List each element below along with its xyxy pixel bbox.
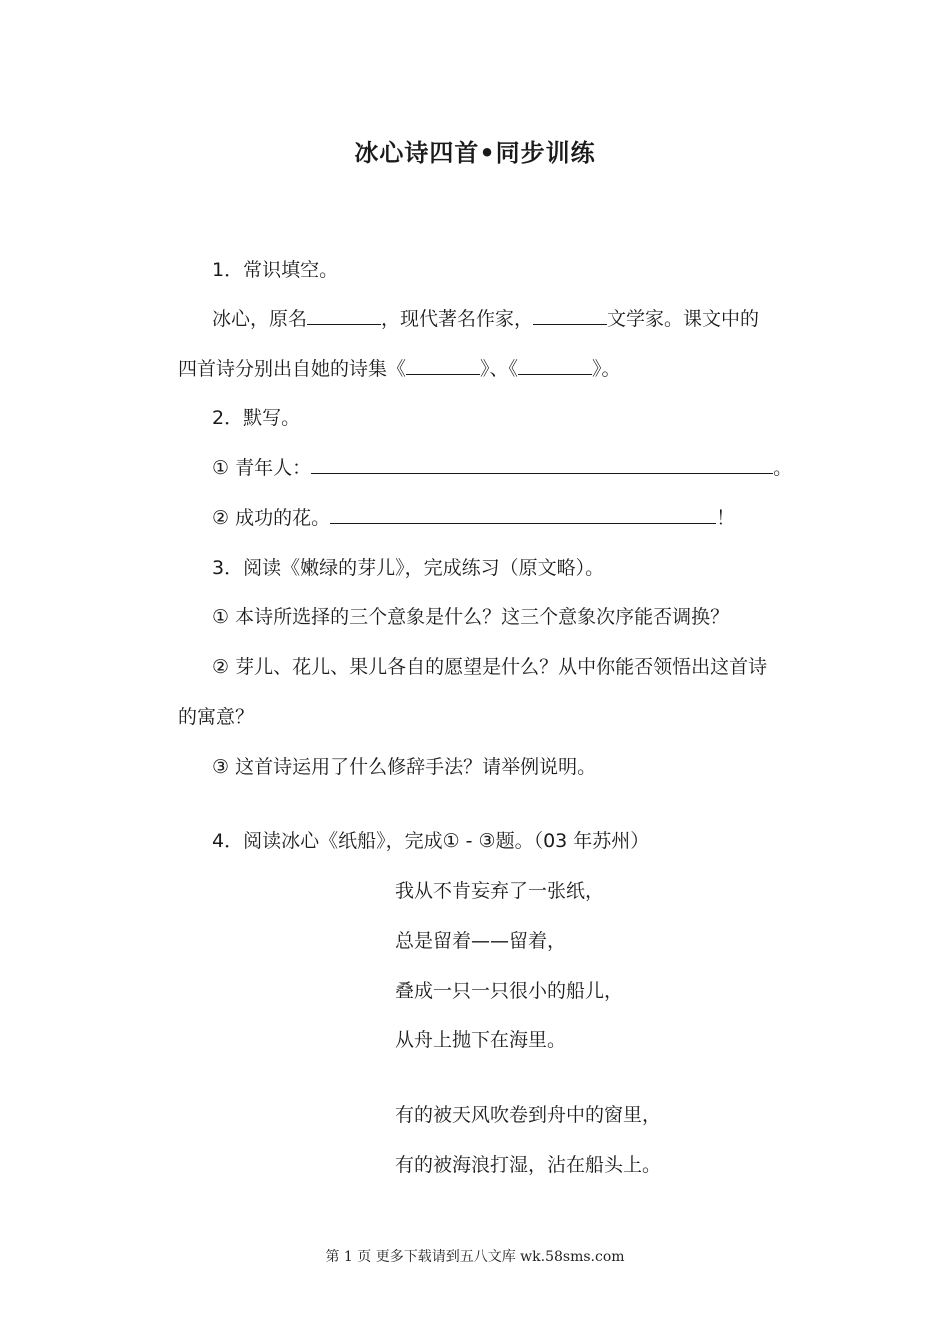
q1-text-a: 冰心，原名 [212, 308, 308, 330]
poem-line: 从舟上抛下在海里。 [395, 1029, 567, 1051]
fill-blank-writer-type[interactable] [533, 304, 607, 325]
poem-line: 总是留着——留着， [395, 930, 567, 952]
fill-blank-collection-1[interactable] [406, 354, 480, 375]
fill-blank-recite-2[interactable] [330, 503, 716, 524]
q2-item-2-end: ！ [716, 507, 736, 529]
question-3-item-1: ① 本诗所选择的三个意象是什么？这三个意象次序能否调换？ [212, 606, 730, 628]
poem-line: 有的被天风吹卷到舟中的窗里， [395, 1104, 662, 1126]
question-3-item-2-line-1: ② 芽儿、花儿、果儿各自的愿望是什么？从中你能否领悟出这首诗 [212, 656, 768, 678]
question-3-item-2-line-2: 的寓意？ [178, 706, 255, 728]
q2-item-1-label: ① 青年人： [212, 457, 312, 479]
question-4-heading: 4．阅读冰心《纸船》，完成① - ③题。（03 年苏州） [212, 830, 650, 852]
q1-text-e: 》、《 [480, 358, 519, 380]
poem-line: 我从不肯妄弃了一张纸， [395, 880, 605, 902]
question-3-item-3: ③ 这首诗运用了什么修辞手法？请举例说明。 [212, 756, 597, 778]
question-1-line-1 [212, 304, 759, 334]
question-2-item-1 [212, 453, 792, 483]
q1-text-b: ，现代著名作家， [381, 308, 534, 330]
fill-blank-collection-2[interactable] [518, 354, 592, 375]
page-footer: 第 1 页 更多下载请到五八文库 wk.58sms.com [325, 1249, 625, 1265]
q2-item-2-label: ② 成功的花。 [212, 507, 331, 529]
question-2-heading: 2．默写。 [212, 407, 301, 429]
poem-line: 叠成一只一只很小的船儿， [395, 980, 624, 1002]
question-1-heading: 1．常识填空。 [212, 259, 339, 281]
q1-text-d: 四首诗分别出自她的诗集《 [178, 358, 407, 380]
page-title: 冰心诗四首•同步训练 [354, 139, 596, 167]
fill-blank-recite-1[interactable] [311, 453, 773, 474]
q1-text-f: 》。 [592, 358, 621, 380]
q1-text-c: 文学家。课文中的 [607, 308, 760, 330]
question-3-heading: 3．阅读《嫩绿的芽儿》，完成练习（原文略）。 [212, 557, 605, 579]
fill-blank-original-name[interactable] [307, 304, 381, 325]
q2-item-1-end: 。 [773, 457, 793, 479]
poem-line: 有的被海浪打湿，沾在船头上。 [395, 1154, 662, 1176]
question-2-item-2 [212, 503, 735, 533]
question-1-line-2 [178, 354, 621, 384]
